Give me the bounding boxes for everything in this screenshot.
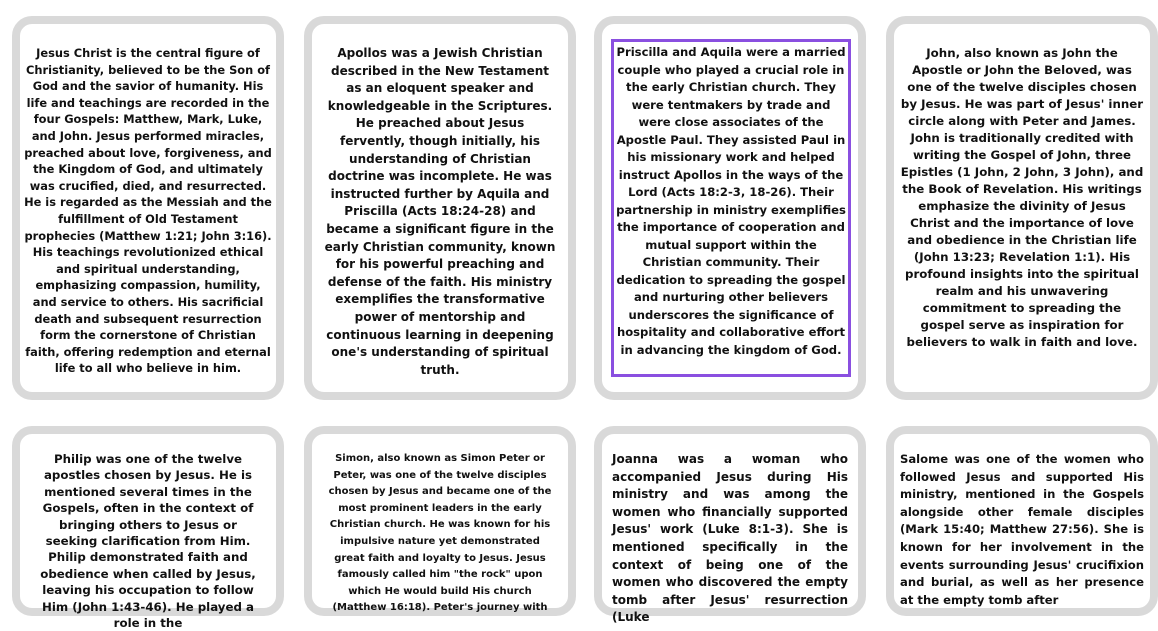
card-text-salome: Salome was one of the women who followed Jesus and supported His ministry, mentioned in the Gospels alongside other female disciples (Mark 15:40; Matthew 27:56). She is known for her involvement in the events surrounding Jesus' crucifixion and burial, as well as her presence at the empty tomb after [900, 452, 1144, 607]
card-text-apollos: Apollos was a Jewish Christian described in the New Testament as an eloquent speaker and knowledgeable in the Scriptures. He preached about Jesus fervently, though initially, his understanding of Christian doctrine was incomplete. He was instructed further by Aquila and Priscilla (Acts 18:24-28) and became a significant figure in the early Christian community, known for his powerful preaching and defense of the faith. His ministry exemplifies the transformative power of mentorship and continuous learning in deepening one's understanding of spiritual truth. [324, 46, 556, 377]
card-text-joanna: Joanna was a woman who accompanied Jesus during His ministry and was among the women who financially supported Jesus' work (Luke 8:1-3). She is mentioned specifically in the context of being one of the women who discovered the empty tomb after Jesus' resurrection (Luke [612, 452, 848, 625]
card-john[interactable] [886, 16, 1158, 400]
card-priscilla-aquila[interactable] [594, 16, 866, 400]
card-salome[interactable] [886, 426, 1158, 616]
card-jesus-christ[interactable] [12, 16, 284, 400]
card-text-john: John, also known as John the Apostle or John the Beloved, was one of the twelve disciples chosen by Jesus. He was part of Jesus' inner circle along with Peter and James. John is traditionally credited with writing the Gospel of John, three Epistles (1 John, 2 John, 3 John), and the Book of Revelation. His writings emphasize the divinity of Jesus Christ and the importance of love and obedience in the Christian life (John 13:23; Revelation 1:1). His profound insights into the spiritual realm and his unwavering commitment to spreading the gospel serve as inspiration for believers to walk in faith and love. [900, 46, 1144, 349]
card-simon-peter[interactable] [304, 426, 576, 616]
card-apollos[interactable] [304, 16, 576, 400]
card-philip[interactable] [12, 426, 284, 631]
card-text-priscilla-aquila[interactable]: Priscilla and Aquila were a married couple who played a crucial role in the early Christian church. They were tentmakers by trade and were close associates of the Apostle Paul. They assisted Paul in his missionary work and helped instruct Apollos in the ways of the Lord (Acts 18:2-3, 18-26). Their partnership in ministry exemplifies the importance of cooperation and mutual support within the Christian community. Their dedication to spreading the gospel and nurturing other believers underscores the significance of hospitality and collaborative effort in advancing the kingdom of God. [614, 42, 848, 374]
card-text-simon-peter: Simon, also known as Simon Peter or Peter, was one of the twelve disciples chosen by Jesus and became one of the most prominent leaders in the early Christian church. He was known for his impulsive nature yet demonstrated great faith and loyalty to Jesus. Jesus famously called him "the rock" upon which He would build His church (Matthew 16:18). Peter's journey with [328, 453, 552, 614]
card-joanna[interactable] [594, 426, 866, 625]
card-text-jesus-christ: Jesus Christ is the central figure of Christianity, believed to be the Son of God and the savior of humanity. His life and teachings are recorded in the four Gospels: Matthew, Mark, Luke, and John. Jesus performed miracles, preached about love, forgiveness, and the Kingdom of God, and ultimately was crucified, died, and resurrected. He is regarded as the Messiah and the fulfillment of Old Testament prophecies (Matthew 1:21; John 3:16). His teachings revolutionized ethical and spiritual understanding, emphasizing compassion, humility, and service to others. His sacrificial death and subsequent resurrection form the cornerstone of Christian faith, offering redemption and eternal life to all who believe in him. [24, 46, 272, 376]
card-text-philip: Philip was one of the twelve apostles chosen by Jesus. He is mentioned several times in the Gospels, often in the context of bringing others to Jesus or seeking clarification from Him. Philip demonstrated faith and obedience when called by Jesus, leaving his occupation to follow Him (John 1:43-46). He played a role in the [40, 452, 256, 631]
